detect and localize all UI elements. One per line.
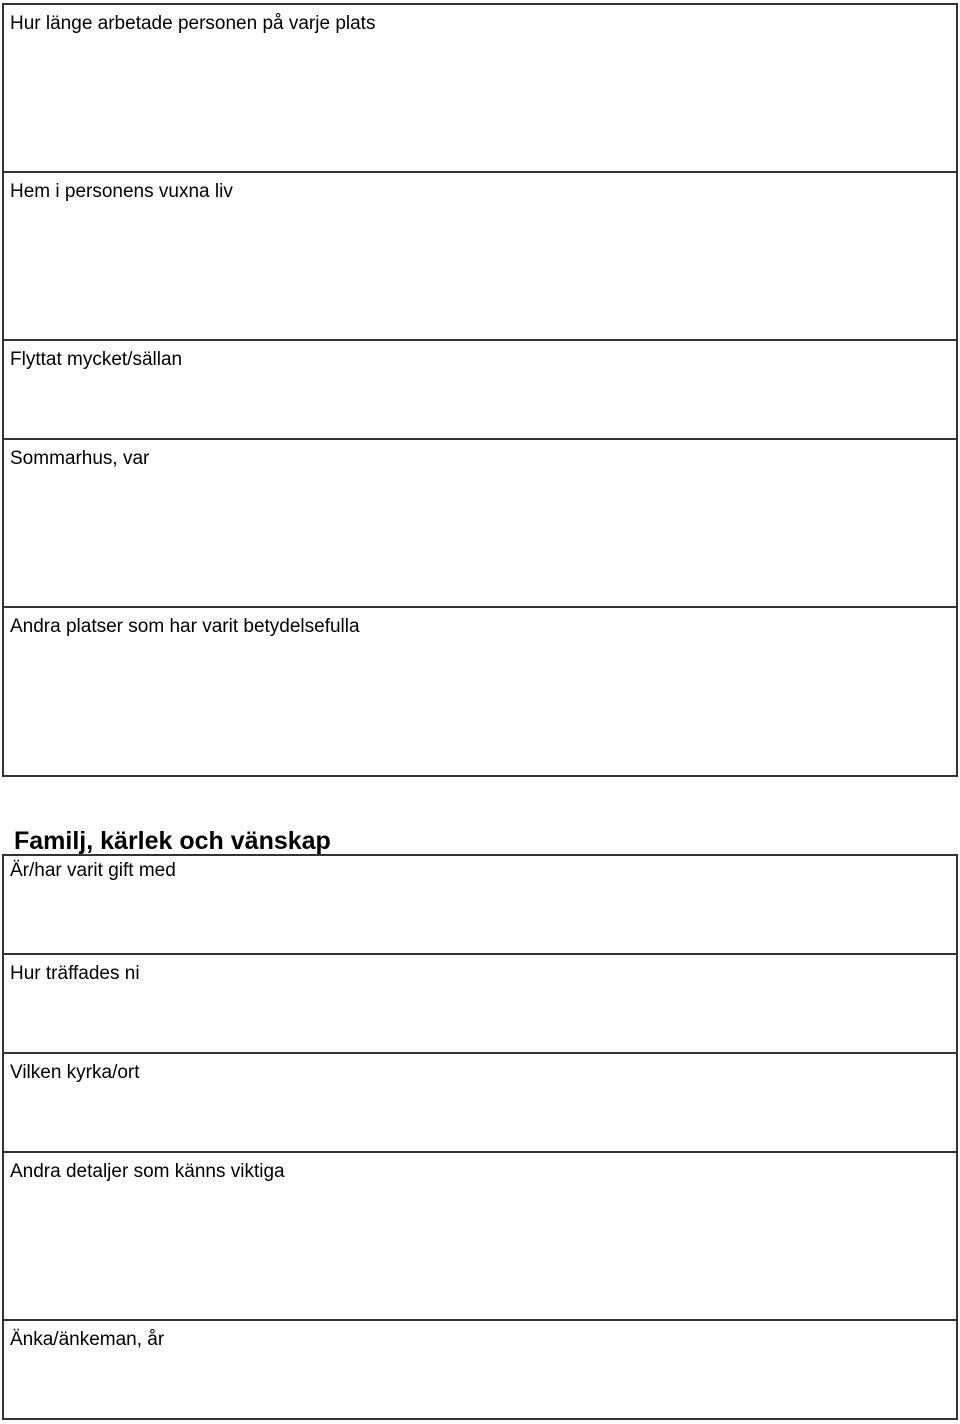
field-summer-house[interactable] <box>3 439 957 607</box>
field-work-duration[interactable] <box>3 4 957 172</box>
work-and-homes-table <box>2 3 958 777</box>
field-church-place[interactable] <box>3 1053 957 1152</box>
family-table <box>2 854 958 1420</box>
field-label: Andra detaljer som känns viktiga <box>10 1161 285 1182</box>
field-significant-places[interactable] <box>3 607 957 776</box>
field-label: Är/har varit gift med <box>10 860 176 881</box>
field-label: Hur träffades ni <box>10 963 140 984</box>
field-label: Andra platser som har varit betydelsefulla <box>10 616 360 637</box>
field-widowed[interactable] <box>3 1320 957 1419</box>
field-label: Hem i personens vuxna liv <box>10 181 233 202</box>
field-moved-often[interactable] <box>3 340 957 439</box>
field-adult-homes[interactable] <box>3 172 957 340</box>
field-other-details[interactable] <box>3 1152 957 1320</box>
field-label: Vilken kyrka/ort <box>10 1062 140 1083</box>
field-label: Änka/änkeman, år <box>10 1329 165 1350</box>
field-label: Flyttat mycket/sällan <box>10 349 183 370</box>
field-label: Sommarhus, var <box>10 448 150 469</box>
section-title: Familj, kärlek och vänskap <box>14 827 331 855</box>
field-how-met[interactable] <box>3 954 957 1053</box>
field-label: Hur länge arbetade personen på varje plats <box>10 13 376 34</box>
field-married-to[interactable] <box>3 855 957 954</box>
